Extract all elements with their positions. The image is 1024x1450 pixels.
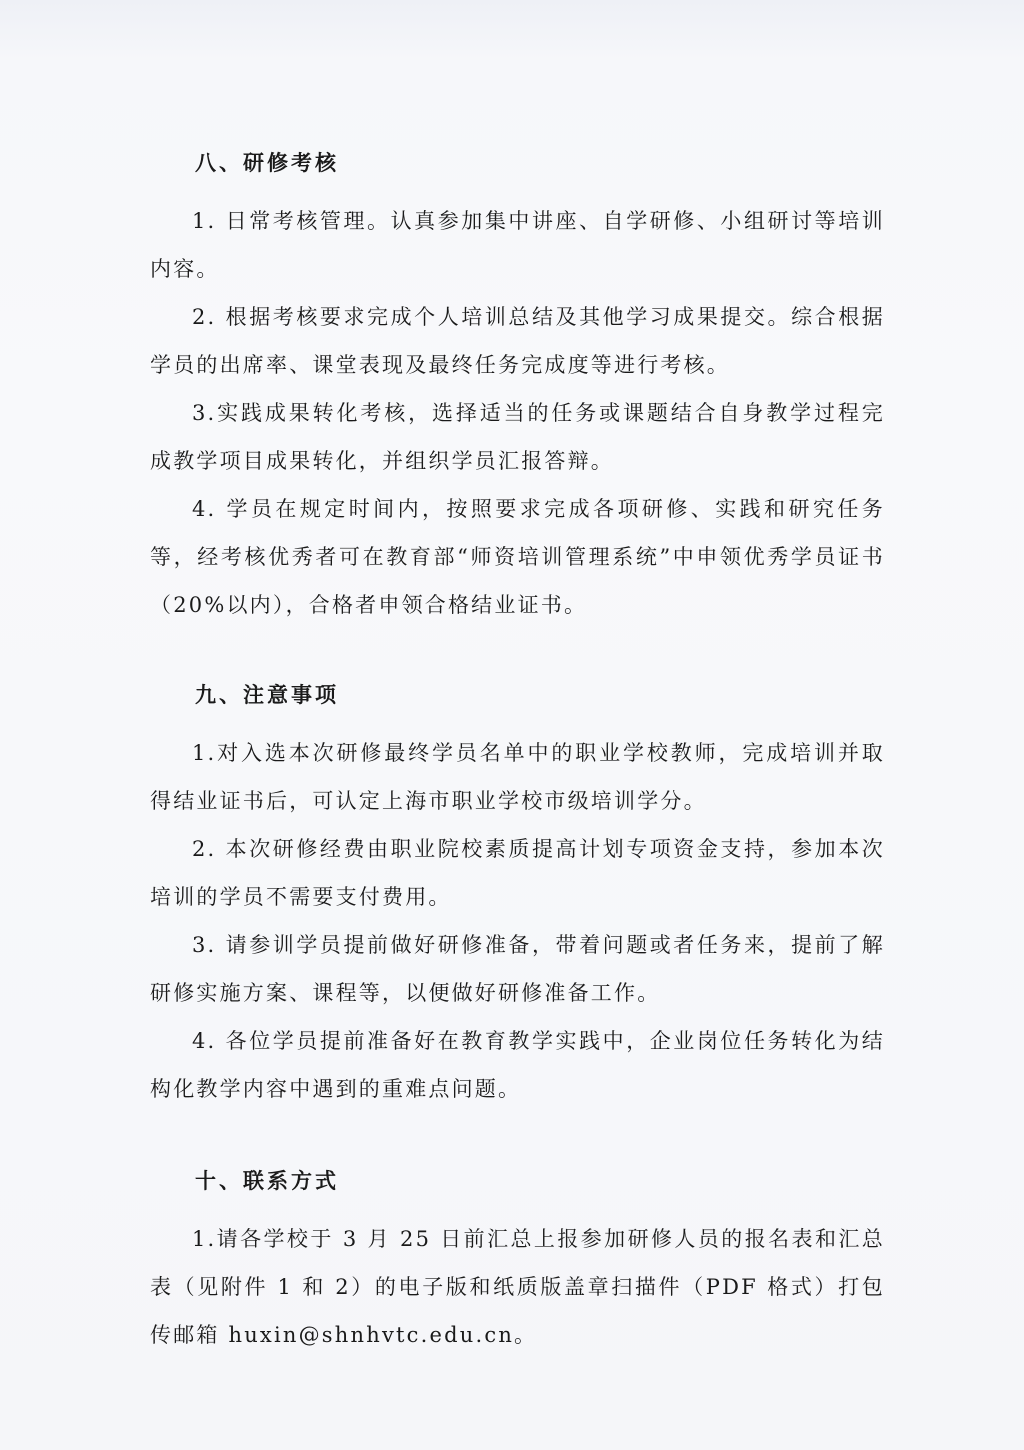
section-notes <box>150 677 885 1113</box>
paragraph: 4. 学员在规定时间内，按照要求完成各项研修、实践和研究任务等，经考核优秀者可在教育部“师资培训管理系统”中申领优秀学员证书（20%以内），合格者申领合格结业证书。 <box>150 497 885 617</box>
section-contact <box>150 1163 885 1359</box>
paragraph: 2. 根据考核要求完成个人培训总结及其他学习成果提交。综合根据学员的出席率、课堂表现及最终任务完成度等进行考核。 <box>150 305 885 377</box>
section-heading: 九、注意事项 <box>195 683 339 707</box>
paragraph: 3. 请参训学员提前做好研修准备，带着问题或者任务来，提前了解研修实施方案、课程等，以便做好研修准备工作。 <box>150 933 885 1005</box>
section-heading: 十、联系方式 <box>195 1169 339 1193</box>
document-body <box>150 145 885 1399</box>
paragraph: 1.请各学校于 3 月 25 日前汇总上报参加研修人员的报名表和汇总表（见附件 1 和 2）的电子版和纸质版盖章扫描件（PDF 格式）打包传邮箱 huxin@shnhvtc.edu.cn。 <box>150 1227 885 1347</box>
section-heading: 八、研修考核 <box>195 151 339 175</box>
paragraph: 3.实践成果转化考核，选择适当的任务或课题结合自身教学过程完成教学项目成果转化，并组织学员汇报答辩。 <box>150 401 885 473</box>
paragraph: 2. 本次研修经费由职业院校素质提高计划专项资金支持，参加本次培训的学员不需要支付费用。 <box>150 837 885 909</box>
paragraph: 1.对入选本次研修最终学员名单中的职业学校教师，完成培训并取得结业证书后，可认定上海市职业学校市级培训学分。 <box>150 741 885 813</box>
paragraph: 1. 日常考核管理。认真参加集中讲座、自学研修、小组研讨等培训内容。 <box>150 209 885 281</box>
section-assessment <box>150 145 885 629</box>
paragraph: 4. 各位学员提前准备好在教育教学实践中，企业岗位任务转化为结构化教学内容中遇到的重难点问题。 <box>150 1029 885 1101</box>
